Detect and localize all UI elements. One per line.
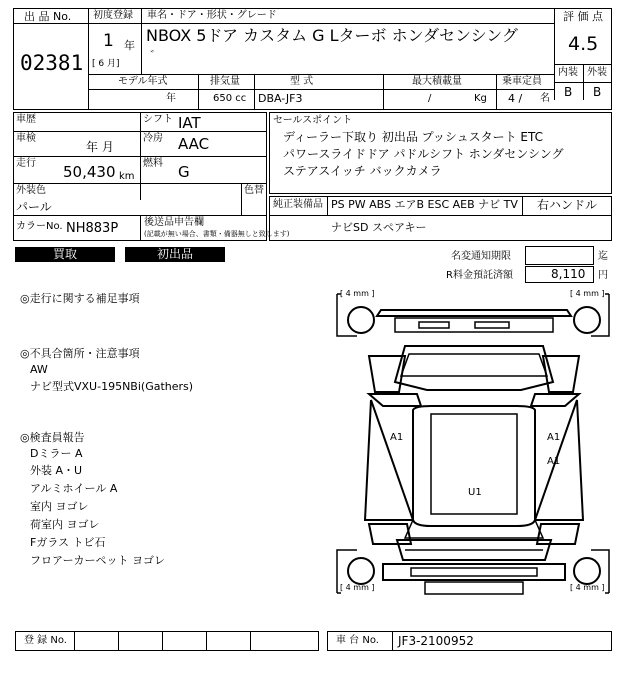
defect-item: ナビ型式VXU-195NBi(Gathers)	[30, 380, 194, 393]
color-change-label: 色替	[244, 185, 264, 196]
sales-point-line-2: パワースライドドア パドルシフト ホンダセンシング	[283, 147, 564, 161]
model-year-label: モデル年式	[118, 76, 168, 87]
score-value: 4.5	[568, 33, 599, 55]
ac-label: 冷房	[143, 133, 163, 144]
interior-grade: B	[564, 85, 573, 99]
first-reg-month: [ 6 月]	[92, 59, 120, 69]
capacity-label: 乗車定員	[502, 76, 542, 87]
driving-notes-title: ◎走行に関する補足事項	[20, 292, 140, 305]
tire-depth-rl: [ 4 mm ]	[340, 583, 375, 592]
car-name-continuation: ゛	[150, 49, 163, 63]
ext-color-value: パール	[16, 200, 52, 214]
damage-mark-left: A1	[390, 432, 404, 443]
displacement-label: 排気量	[210, 76, 240, 87]
max-load-sep: /	[428, 93, 432, 104]
chassis-no-label: 車 台 No.	[336, 635, 379, 646]
tire-depth-fl: [ 4 mm ]	[340, 289, 375, 298]
exterior-grade: B	[593, 85, 602, 99]
car-name-label: 車名・ドア・形状・グレード	[147, 10, 277, 21]
history-label: 車歴	[16, 114, 36, 125]
color-no-value: NH883P	[66, 221, 119, 236]
inspector-item: アルミホイール A	[30, 482, 118, 495]
inspector-item: Dミラー A	[30, 447, 83, 460]
name-change-field	[525, 246, 594, 265]
fuel-value: G	[178, 163, 190, 181]
inspector-item: 荷室内 ヨゴレ	[30, 518, 100, 531]
tire-depth-rr: [ 4 mm ]	[570, 583, 605, 592]
displacement-value: 650 cc	[213, 93, 247, 104]
first-reg-year: 1	[103, 31, 114, 51]
interior-label: 内装	[558, 67, 578, 78]
shift-value: IAT	[178, 114, 201, 132]
tire-bracket-fl	[337, 294, 357, 336]
purchase-button[interactable]: 買取	[15, 247, 115, 262]
shaken-value: 年 月	[86, 140, 114, 154]
reg-no-label: 登 録 No.	[24, 635, 67, 646]
inspector-item: 室内 ヨゴレ	[30, 500, 89, 513]
max-load-unit: Kg	[474, 93, 487, 104]
sales-point-line-1: ディーラー下取り 初出品 プッシュスタート ETC	[283, 130, 543, 144]
car-side-view-top	[348, 307, 600, 333]
mileage-value: 50,430	[63, 163, 116, 181]
aftermarket-note: (記載が無い場合、書類・備器無しと致します)	[144, 230, 290, 238]
recycle-value: 8,110	[551, 267, 586, 281]
fuel-label: 燃料	[143, 158, 163, 169]
damage-mark-right-1: A1	[547, 432, 561, 443]
shift-label: シフト	[143, 114, 173, 125]
lot-no-value: 02381	[20, 51, 84, 75]
damage-mark-right-2: A1	[547, 456, 561, 467]
inspector-item: フロアーカーペット ヨゴレ	[30, 554, 165, 567]
score-label: 評 価 点	[563, 10, 603, 23]
mileage-unit: km	[119, 171, 135, 182]
aftermarket-label: 後送品申告欄	[144, 217, 204, 228]
first-listing-button[interactable]: 初出品	[125, 247, 225, 262]
first-reg-label: 初度登録	[93, 10, 133, 21]
ac-value: AAC	[178, 135, 210, 153]
car-name-value: NBOX 5ドア カスタム G Lターボ ホンダセンシング	[146, 26, 518, 45]
capacity-value: 4 /	[508, 92, 523, 105]
inspector-title: ◎検査員報告	[20, 431, 85, 444]
color-no-label: カラーNo.	[16, 221, 63, 232]
damage-mark-roof: U1	[468, 487, 482, 498]
name-change-label: 名変通知期限	[451, 251, 511, 262]
inspector-item: Fガラス トビ石	[30, 536, 106, 549]
sales-point-line-3: ステアスイッチ バックカメラ	[283, 164, 442, 178]
car-condition-diagram	[335, 288, 613, 600]
inspector-item: 外装 A・U	[30, 464, 83, 477]
defects-title: ◎不具合箇所・注意事項	[20, 347, 140, 360]
model-code-label: 型 式	[290, 76, 314, 87]
equipment-other: ナビSD スペアキー	[331, 221, 427, 234]
chassis-no-value: JF3-2100952	[398, 634, 474, 648]
lot-no-label: 出 品 No.	[24, 10, 72, 23]
capacity-unit: 名	[540, 93, 550, 104]
year-unit: 年	[124, 39, 135, 52]
shaken-label: 車検	[16, 133, 36, 144]
ext-color-label: 外装色	[16, 185, 46, 196]
equipment-items: PS PW ABS エアB ESC AEB ナビ TV	[331, 198, 518, 211]
tire-depth-fr: [ 4 mm ]	[570, 289, 605, 298]
car-side-view-bottom	[348, 558, 600, 594]
car-top-view	[365, 346, 583, 560]
mileage-label: 走行	[16, 158, 36, 169]
defect-item: AW	[30, 363, 48, 376]
name-change-unit: 迄	[598, 251, 608, 262]
model-year-unit: 年	[166, 93, 176, 104]
recycle-label: R料金預託済額	[446, 270, 513, 281]
model-code-value: DBA-JF3	[258, 92, 303, 105]
max-load-label: 最大積載量	[412, 76, 462, 87]
sales-points-label: セールスポイント	[273, 115, 353, 126]
exterior-label: 外装	[587, 67, 607, 78]
steering-side: 右ハンドル	[537, 198, 598, 212]
recycle-unit: 円	[598, 270, 608, 281]
equipment-label: 純正装備品	[273, 199, 323, 210]
